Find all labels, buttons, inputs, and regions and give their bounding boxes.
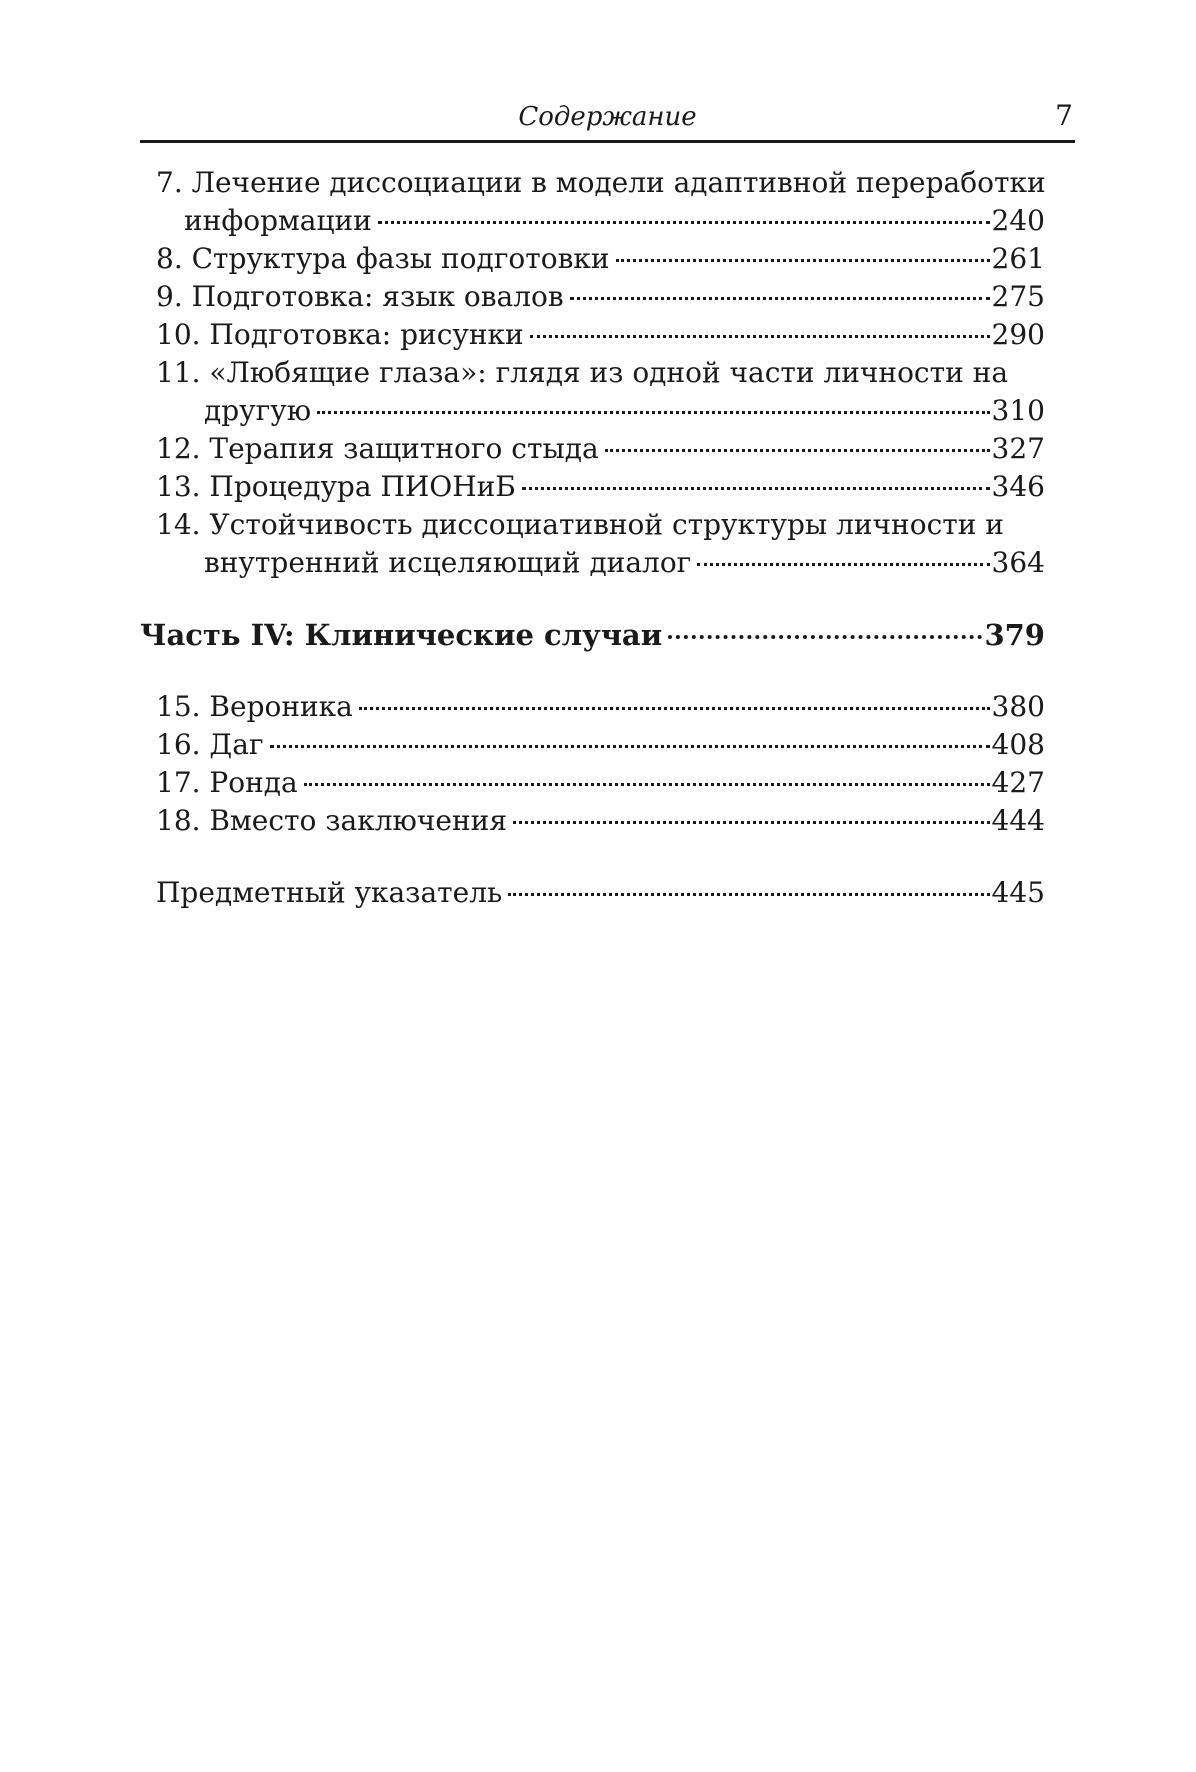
toc-entry-page: 364 [991,546,1045,579]
dot-leader [530,335,990,338]
toc-entry-14[interactable] [140,506,1045,582]
toc-entry-page: 290 [991,318,1045,351]
toc-entry-title: 15. Вероника [156,690,353,723]
toc-entry-title: 8. Структура фазы подготовки [156,242,610,275]
toc-entry-7[interactable] [140,164,1045,240]
dot-leader [616,259,990,262]
toc-index-page: 445 [991,876,1045,909]
toc-entry-title: 13. Процедура ПИОНиБ [156,470,516,503]
dot-leader [378,221,990,224]
dot-leader [304,783,990,786]
toc-entry-page: 408 [991,728,1045,761]
dot-leader [270,745,990,748]
toc-entry-page: 380 [991,690,1045,723]
toc-part-4[interactable] [140,616,1045,654]
toc-entry-11[interactable] [140,354,1045,430]
toc-entry-18[interactable] [140,802,1045,840]
toc-entry-page: 261 [991,242,1045,275]
toc-entry-title: 12. Терапия защитного стыда [156,432,599,465]
toc-entry-15[interactable] [140,688,1045,726]
table-of-contents [140,164,1045,912]
running-title: Содержание [518,102,697,132]
page-number: 7 [1055,99,1073,132]
toc-entry-page: 310 [991,394,1045,427]
toc-entry-title: 7. Лечение диссоциации в модели адаптивной переработки [156,166,1046,199]
toc-entry-title: 11. «Любящие глаза»: глядя из одной части личности на [156,356,1009,389]
dot-leader [522,487,990,490]
toc-entry-10[interactable] [140,316,1045,354]
dot-leader [359,707,990,710]
dot-leader [508,893,989,896]
toc-entry-page: 346 [991,470,1045,503]
toc-entry-page: 327 [991,432,1045,465]
toc-entry-title: 16. Даг [156,728,264,761]
toc-entry-17[interactable] [140,764,1045,802]
toc-entry-title-cont: внутренний исцеляющий диалог [204,546,692,579]
dot-leader [513,821,990,824]
toc-entry-title: 18. Вместо заключения [156,804,507,837]
dot-leader [697,563,989,566]
toc-entry-page: 240 [991,204,1045,237]
dot-leader [317,411,989,414]
toc-entry-page: 427 [991,766,1045,799]
toc-entry-title: 9. Подготовка: язык овалов [156,280,564,313]
toc-entry-title-cont: информации [184,204,372,237]
toc-entry-title: 17. Ронда [156,766,298,799]
toc-entry-13[interactable] [140,468,1045,506]
dot-leader [668,635,982,639]
toc-part-title: Часть IV: Клинические случаи [140,618,663,652]
toc-index-title: Предметный указатель [156,876,503,909]
dot-leader [570,297,990,300]
toc-entry-9[interactable] [140,278,1045,316]
page-header [140,88,1075,143]
toc-entry-page: 275 [991,280,1045,313]
toc-part-page: 379 [984,618,1045,652]
toc-entry-16[interactable] [140,726,1045,764]
toc-entry-page: 444 [991,804,1045,837]
toc-entry-title: 10. Подготовка: рисунки [156,318,524,351]
dot-leader [605,449,990,452]
toc-entry-title: 14. Устойчивость диссоциативной структуры личности и [156,508,1004,541]
toc-entry-12[interactable] [140,430,1045,468]
toc-entry-title-cont: другую [204,394,312,427]
toc-index[interactable] [140,874,1045,912]
toc-entry-8[interactable] [140,240,1045,278]
